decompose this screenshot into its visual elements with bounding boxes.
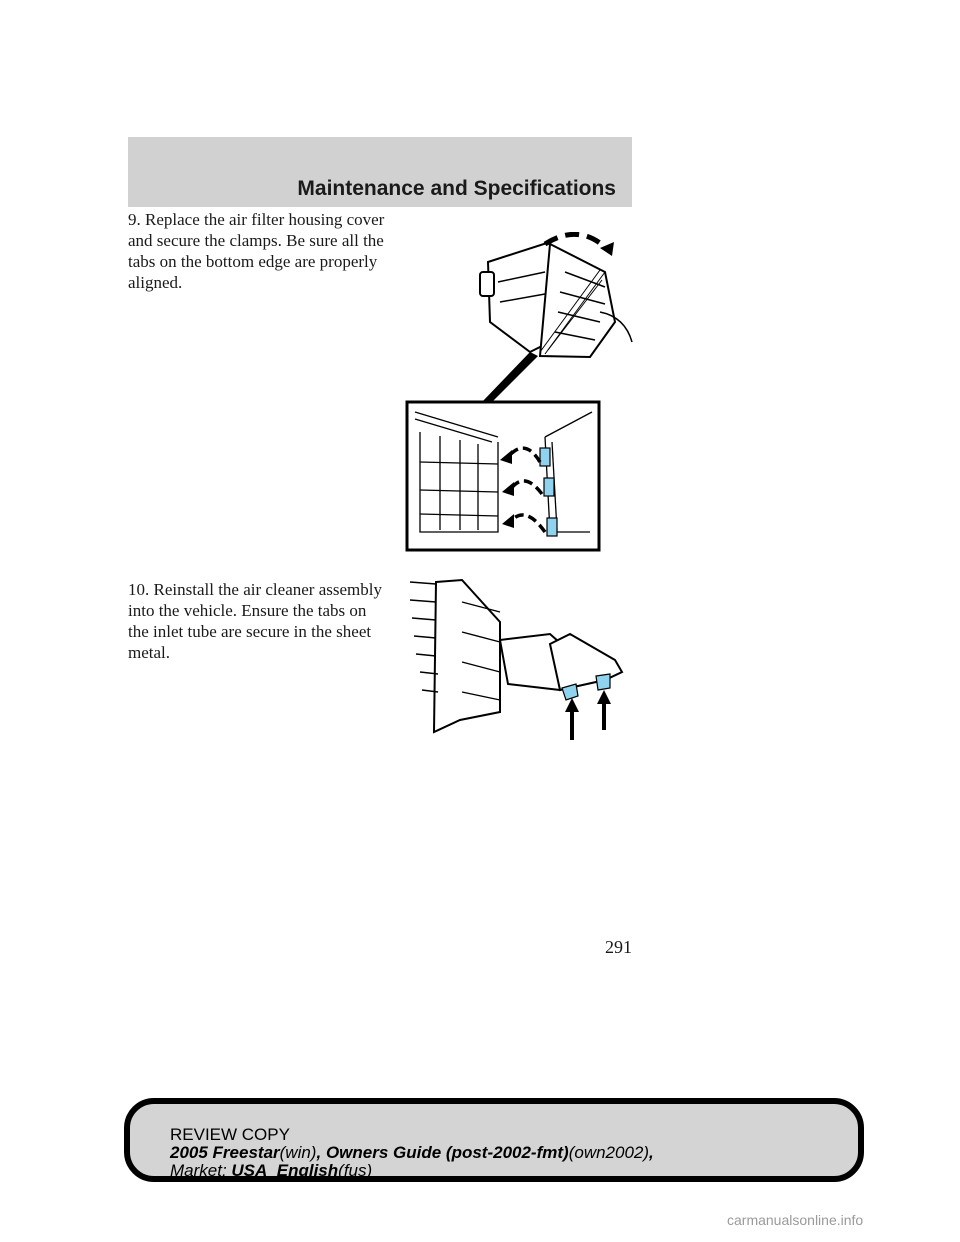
- footer-line-review: REVIEW COPY: [170, 1125, 290, 1144]
- watermark: carmanualsonline.info: [727, 1212, 864, 1228]
- footer-line-market: Market: USA_English(fus): [170, 1161, 373, 1180]
- step-9-text: 9. Replace the air filter housing cover and secure the clamps. Be sure all the tabs on the bottom edge are properly aligned.: [128, 210, 385, 292]
- header-band: [128, 137, 632, 207]
- section-title: Maintenance and Specifications: [297, 177, 616, 200]
- footer-text: [170, 1126, 654, 1180]
- review-copy-footer: [124, 1098, 864, 1182]
- page-number: 291: [605, 937, 632, 957]
- air-filter-housing-figure: [400, 232, 640, 552]
- step-10-text: 10. Reinstall the air cleaner assembly into the vehicle. Ensure the tabs on the inlet tube are secure in the sheet metal.: [128, 580, 382, 662]
- footer-line-model: 2005 Freestar(win), Owners Guide (post-2002-fmt)(own2002),: [170, 1143, 654, 1162]
- air-cleaner-assembly-figure: [400, 572, 640, 752]
